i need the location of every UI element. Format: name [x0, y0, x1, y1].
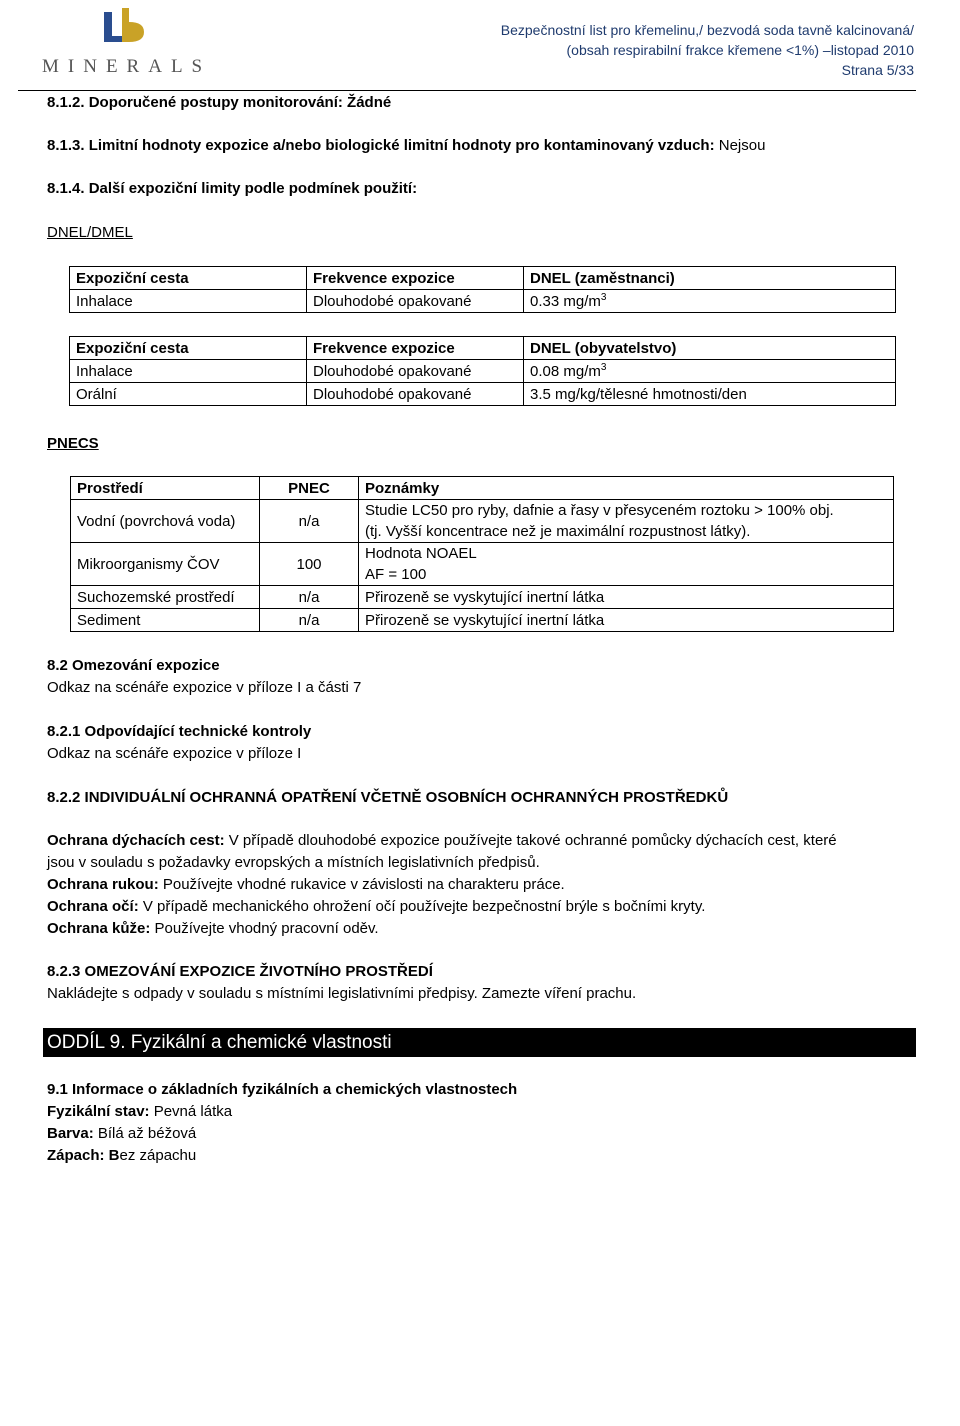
- ppe-respiratory-text: V případě dlouhodobé expozice používejte takové ochranné pomůcky dýchacích cest, které: [224, 832, 837, 849]
- section-8-2-1-text: Odkaz na scénáře expozice v příloze I: [47, 745, 302, 762]
- section-8-1-2: 8.1.2. Doporučené postupy monitorování: Žádné: [47, 94, 392, 111]
- header-title-line1: Bezpečnostní list pro křemelinu,/ bezvodá soda tavně kalcinovaná/: [500, 22, 914, 38]
- table-cell: n/a: [260, 586, 359, 609]
- table-header-cell: DNEL (zaměstnanci): [524, 267, 896, 290]
- table-cell: Přirozeně se vyskytující inertní látka: [359, 586, 894, 609]
- odor-label: Zápach:: [47, 1147, 105, 1164]
- color-label: Barva:: [47, 1125, 94, 1142]
- table-row: [71, 586, 894, 609]
- table-cell: Mikroorganismy ČOV: [71, 543, 260, 586]
- table-cell: [359, 500, 894, 543]
- section-8-2-3-title: 8.2.3 OMEZOVÁNÍ EXPOZICE ŽIVOTNÍHO PROSTŘEDÍ: [47, 963, 433, 980]
- table-header-cell: Prostředí: [71, 477, 260, 500]
- table-cell: Suchozemské prostředí: [71, 586, 260, 609]
- ppe-respiratory-continued: jsou v souladu s požadavky evropských a místních legislativních předpisů.: [47, 854, 540, 871]
- table-header-cell: DNEL (obyvatelstvo): [524, 337, 896, 360]
- table-cell: Dlouhodobé opakované: [307, 360, 524, 383]
- property-physical-state: [47, 1103, 232, 1120]
- ppe-skin-text: Používejte vhodný pracovní oděv.: [150, 920, 379, 937]
- section-8-1-3-value: Nejsou: [714, 137, 766, 154]
- table-row: [71, 500, 894, 543]
- dnel-heading: DNEL/DMEL: [47, 224, 133, 241]
- odor-value: ez zápachu: [119, 1147, 197, 1164]
- table-row: [71, 609, 894, 632]
- section-8-1-3: [47, 137, 765, 154]
- table-cell: Dlouhodobé opakované: [307, 383, 524, 406]
- section-8-2-text: Odkaz na scénáře expozice v příloze I a části 7: [47, 679, 362, 696]
- logo-mark-icon: [100, 8, 156, 48]
- table-header-cell: Expoziční cesta: [70, 337, 307, 360]
- section-8-1-3-label: 8.1.3. Limitní hodnoty expozice a/nebo biologické limitní hodnoty pro kontaminovaný vzduch:: [47, 137, 715, 154]
- section-8-2-1-title: 8.2.1 Odpovídající technické kontroly: [47, 723, 312, 740]
- table-header-cell: PNEC: [260, 477, 359, 500]
- table-cell: Inhalace: [70, 290, 307, 313]
- unit-exponent: 3: [600, 292, 607, 303]
- table-cell: [524, 290, 896, 313]
- table-cell: 100: [260, 543, 359, 586]
- note-line: Hodnota NOAEL: [365, 545, 477, 562]
- note-line: (tj. Vyšší koncentrace než je maximální rozpustnost látky).: [365, 523, 751, 540]
- dnel-value: 0.08 mg/m: [530, 363, 601, 380]
- table-row: [70, 360, 896, 383]
- logo-text: MINERALS: [42, 56, 212, 77]
- table-cell: Vodní (povrchová voda): [71, 500, 260, 543]
- header-title-line2: (obsah respirabilní frakce křemene <1%) –listopad 2010: [566, 42, 914, 58]
- ppe-eyes-label: Ochrana očí:: [47, 898, 139, 915]
- ppe-eyes: [47, 898, 705, 915]
- pnecs-heading: PNECS: [47, 435, 99, 452]
- section-8-2-3-text: Nakládejte s odpady v souladu s místními legislativními předpisy. Zamezte víření prachu.: [47, 985, 637, 1002]
- property-color: [47, 1125, 196, 1142]
- section-8-2-2-title: 8.2.2 INDIVIDUÁLNÍ OCHRANNÁ OPATŘENÍ VČETNĚ OSOBNÍCH OCHRANNÝCH PROSTŘEDKŮ: [47, 789, 729, 806]
- table-header-cell: Frekvence expozice: [307, 267, 524, 290]
- table-header-row: [71, 477, 894, 500]
- unit-exponent: 3: [600, 362, 607, 373]
- ppe-hands-text: Používejte vhodné rukavice v závislosti na charakteru práce.: [158, 876, 565, 893]
- table-cell: [524, 360, 896, 383]
- ppe-respiratory: [47, 832, 837, 849]
- document-header: [501, 20, 914, 80]
- table-cell: Orální: [70, 383, 307, 406]
- ppe-hands: [47, 876, 565, 893]
- table-header-cell: Expoziční cesta: [70, 267, 307, 290]
- dnel-public-table: [69, 336, 896, 406]
- page-number: Strana 5/33: [841, 62, 914, 78]
- odor-value-initial: B: [104, 1147, 120, 1164]
- header-divider: [18, 90, 916, 91]
- ppe-hands-label: Ochrana rukou:: [47, 876, 159, 893]
- pnecs-table: [70, 476, 894, 632]
- physical-state-value: Pevná látka: [149, 1103, 233, 1120]
- color-value: Bílá až béžová: [93, 1125, 197, 1142]
- ppe-skin: [47, 920, 379, 937]
- table-cell: [359, 543, 894, 586]
- ppe-respiratory-label: Ochrana dýchacích cest:: [47, 832, 225, 849]
- section-9-1-title: 9.1 Informace o základních fyzikálních a chemických vlastnostech: [47, 1081, 518, 1098]
- table-header-cell: Frekvence expozice: [307, 337, 524, 360]
- note-line: AF = 100: [365, 566, 427, 583]
- table-header-row: [70, 337, 896, 360]
- note-line: Studie LC50 pro ryby, dafnie a řasy v přesyceném roztoku > 100% obj.: [365, 502, 834, 519]
- table-cell: n/a: [260, 609, 359, 632]
- company-logo: [20, 8, 230, 77]
- section-8-2-title: 8.2 Omezování expozice: [47, 657, 220, 674]
- section-9-heading: ODDÍL 9. Fyzikální a chemické vlastnosti: [43, 1028, 916, 1057]
- dnel-value: 0.33 mg/m: [530, 293, 601, 310]
- table-cell: 3.5 mg/kg/tělesné hmotnosti/den: [524, 383, 896, 406]
- ppe-skin-label: Ochrana kůže:: [47, 920, 151, 937]
- table-cell: Přirozeně se vyskytující inertní látka: [359, 609, 894, 632]
- physical-state-label: Fyzikální stav:: [47, 1103, 150, 1120]
- ppe-eyes-text: V případě mechanického ohrožení očí používejte bezpečnostní brýle s bočními kryty.: [138, 898, 706, 915]
- table-cell: Dlouhodobé opakované: [307, 290, 524, 313]
- table-row: [71, 543, 894, 586]
- table-cell: Inhalace: [70, 360, 307, 383]
- dnel-workers-table: [69, 266, 896, 313]
- table-header-row: [70, 267, 896, 290]
- section-8-1-4: 8.1.4. Další expoziční limity podle podmínek použití:: [47, 180, 418, 197]
- table-cell: Sediment: [71, 609, 260, 632]
- table-row: [70, 383, 896, 406]
- table-row: [70, 290, 896, 313]
- table-cell: n/a: [260, 500, 359, 543]
- property-odor: [47, 1147, 196, 1164]
- table-header-cell: Poznámky: [359, 477, 894, 500]
